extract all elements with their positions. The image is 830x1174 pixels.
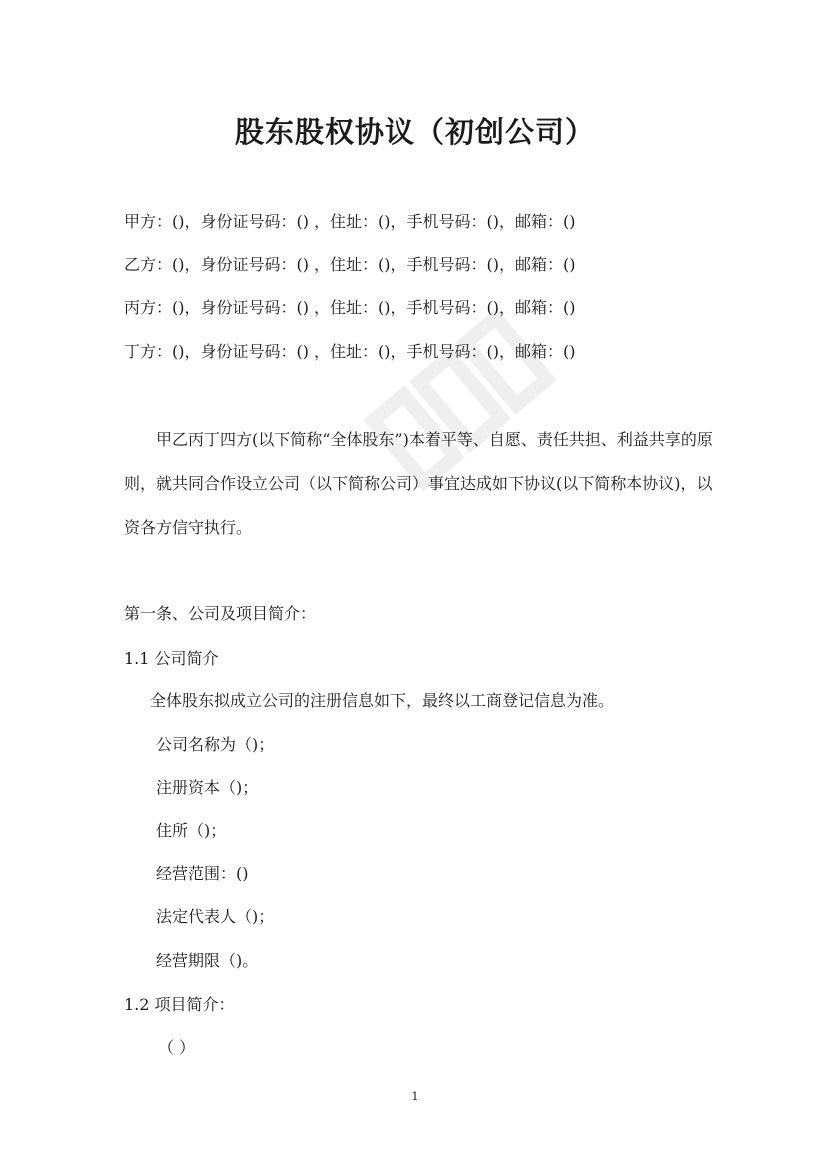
party-line-a: 甲方：()，身份证号码：() ，住址：()，手机号码：()，邮箱：() bbox=[124, 212, 576, 231]
company-item-term: 经营期限（)。 bbox=[156, 951, 259, 970]
party-line-c: 丙方：()，身份证号码：() ，住址：()，手机号码：()，邮箱：() bbox=[124, 298, 576, 317]
party-line-d: 丁方：()，身份证号码：() ，住址：()，手机号码：()，邮箱：() bbox=[124, 342, 576, 361]
party-line-b: 乙方：()，身份证号码：() ，住址：()，手机号码：()，邮箱：() bbox=[124, 255, 576, 274]
document-title: 股东股权协议（初创公司） bbox=[234, 115, 595, 149]
intro-paragraph bbox=[124, 418, 718, 550]
company-item-name: 公司名称为（)； bbox=[156, 735, 275, 754]
company-item-address: 住所（)； bbox=[156, 821, 227, 840]
intro-text: 甲乙丙丁四方(以下简称“全体股东”)本着平等、自愿、责任共担、利益共享的原则，就共同合作设立公司（以下简称公司）事宜达成如下协议(以下简称本协议)，以资各方信守执行。 bbox=[124, 430, 713, 537]
company-item-legal-rep: 法定代表人（)； bbox=[156, 907, 275, 926]
page-number: 1 bbox=[411, 1090, 419, 1103]
section-1-2-heading: 1.2 项目简介： bbox=[124, 995, 235, 1014]
section-1-1-text: 全体股东拟成立公司的注册信息如下，最终以工商登记信息为准。 bbox=[150, 691, 615, 710]
section-1-1-heading: 1.1 公司简介 bbox=[124, 649, 219, 668]
section-1-2-text: （ ） bbox=[158, 1038, 196, 1057]
company-item-scope: 经营范围：() bbox=[156, 864, 249, 883]
company-item-capital: 注册资本（)； bbox=[156, 778, 259, 797]
article1-heading: 第一条、公司及项目简介： bbox=[124, 604, 317, 623]
